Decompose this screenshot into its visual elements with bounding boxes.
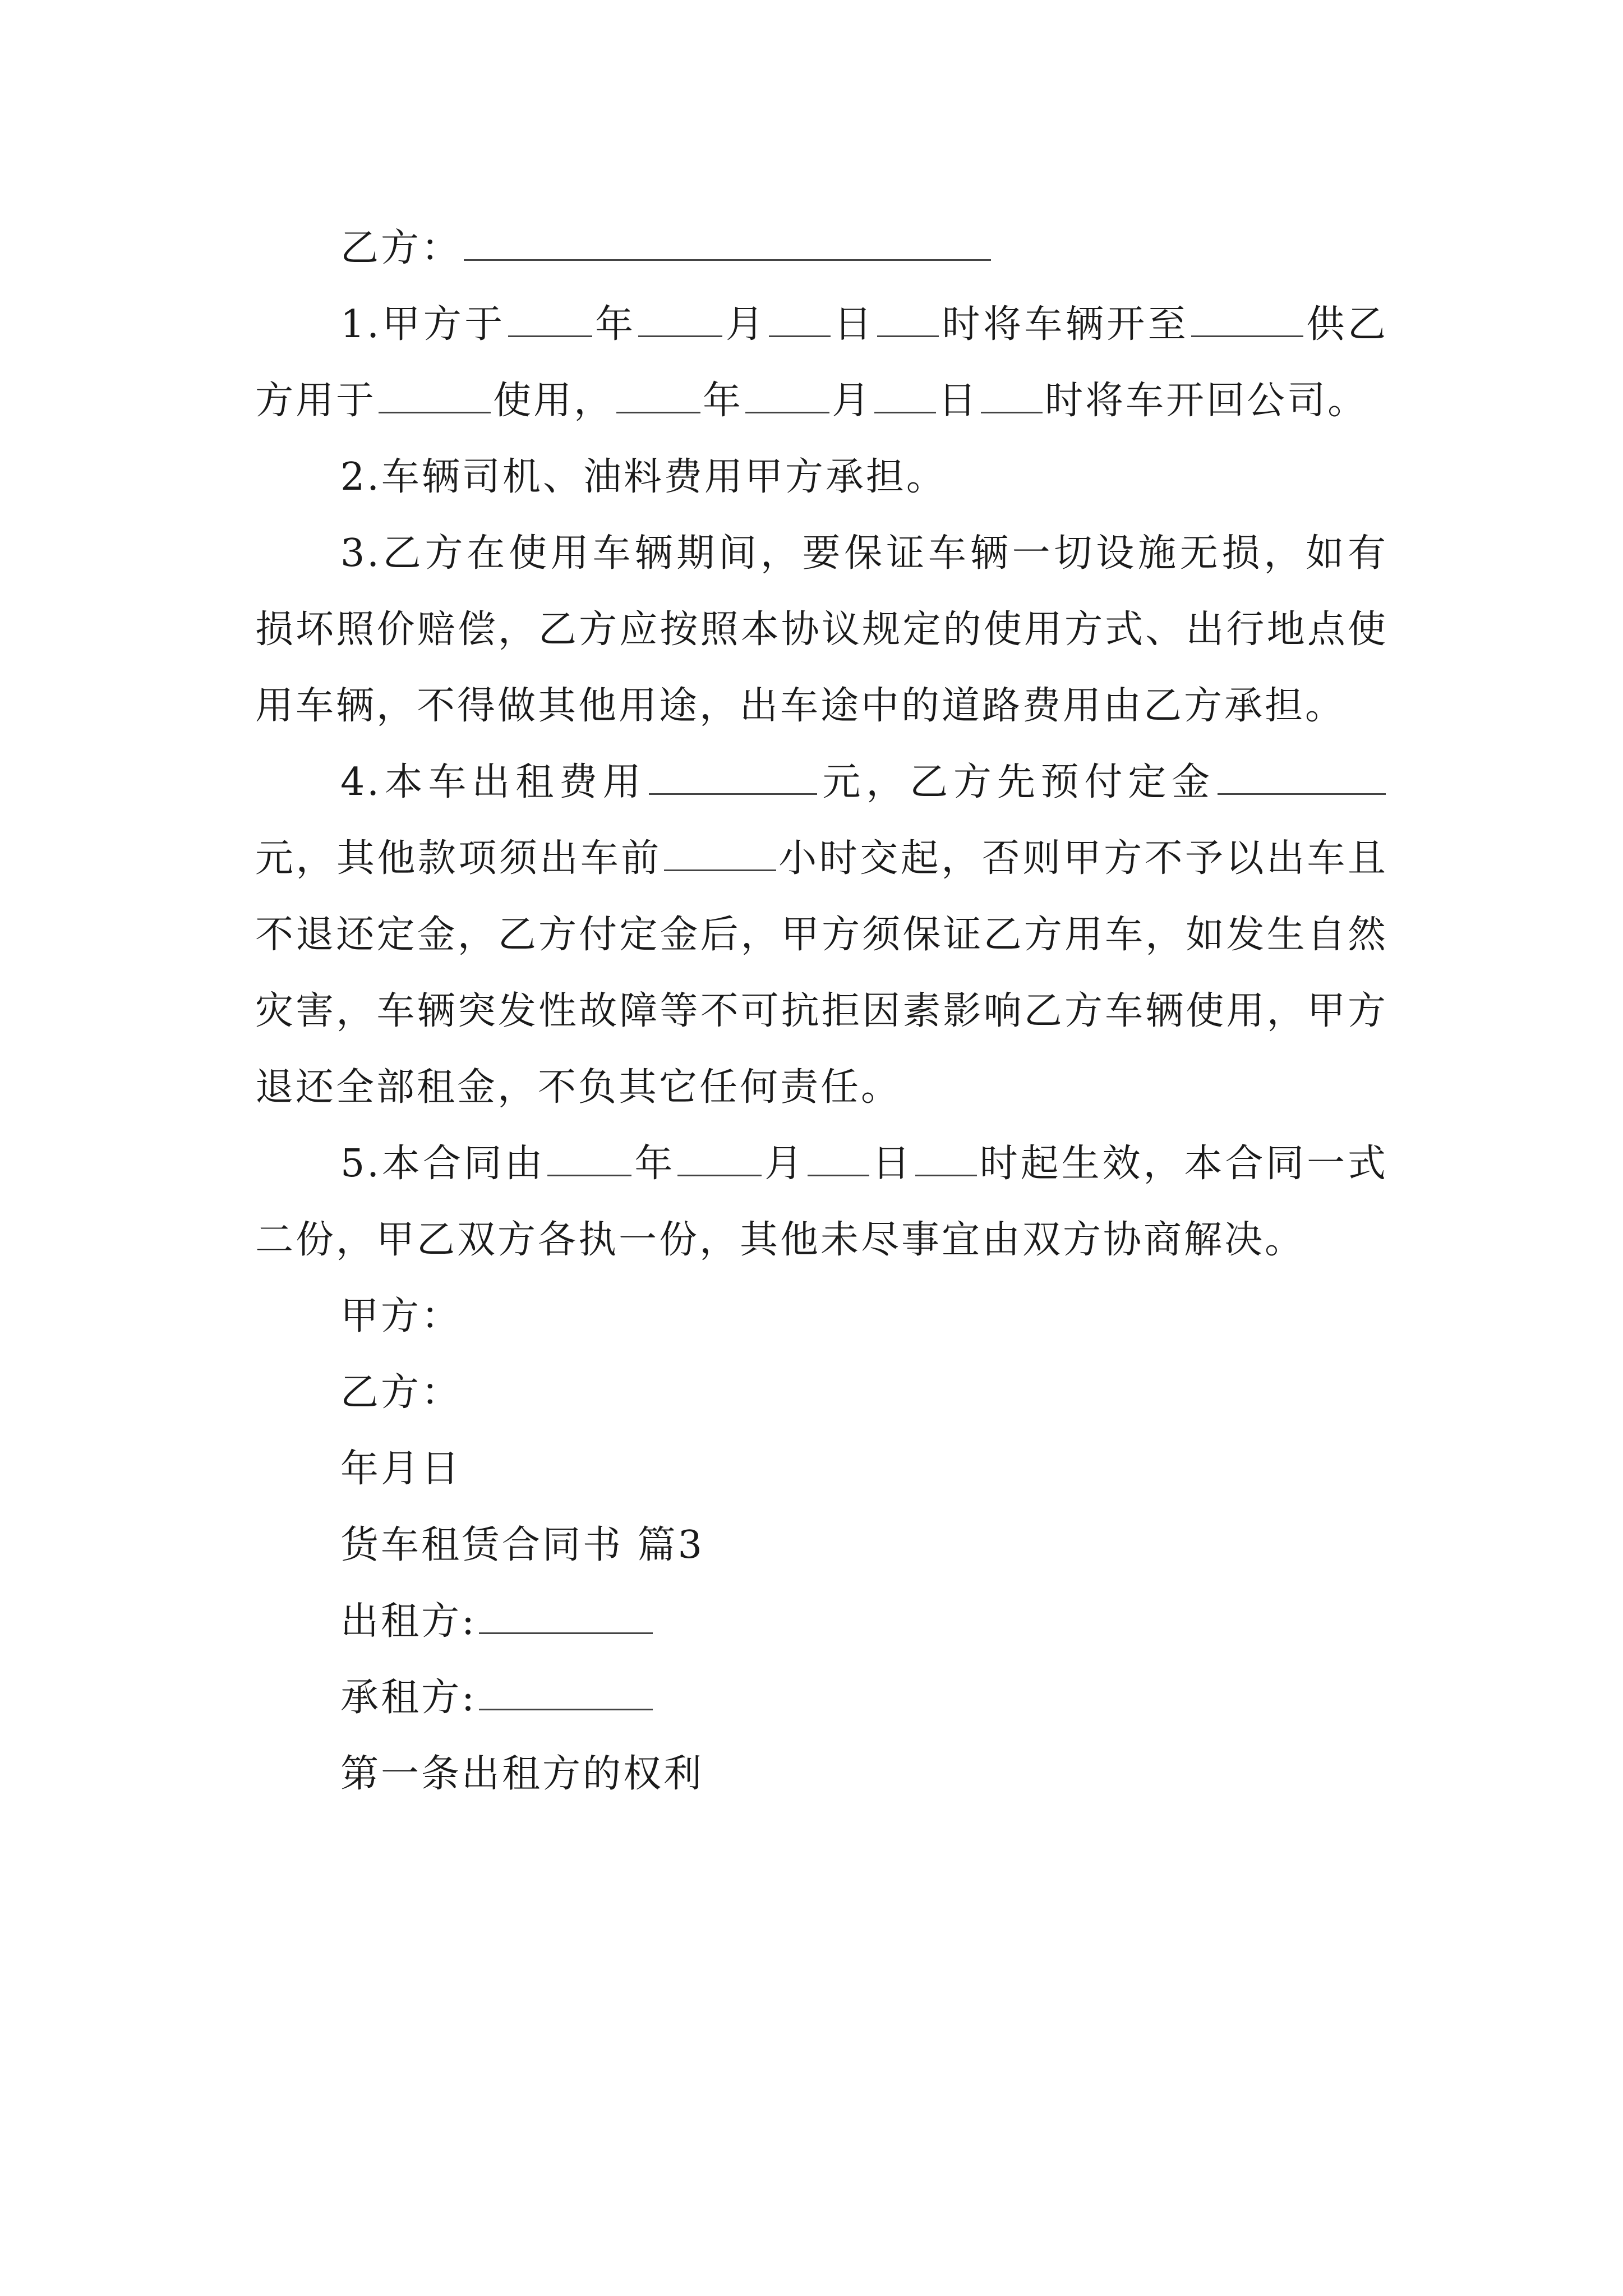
clause-5	[255, 1126, 1388, 1278]
blank-hours	[664, 837, 776, 871]
party-b-blank	[464, 227, 991, 261]
clause-1-day: 日	[938, 379, 979, 423]
clause-1-month: 月	[832, 379, 873, 423]
blank-hour	[877, 303, 939, 337]
lessor-blank	[479, 1600, 653, 1634]
party-b-header-line	[255, 210, 1388, 287]
blank-rent-fee	[649, 761, 817, 795]
clause-1-month: 月	[725, 302, 767, 347]
clause-5-day: 日	[872, 1142, 913, 1186]
blank-location	[1191, 303, 1303, 337]
clause-5-text: 5.本合同由	[340, 1142, 546, 1186]
blank-year	[616, 379, 700, 413]
clause-5-year: 年	[634, 1142, 676, 1186]
blank-purpose	[379, 379, 491, 413]
blank-month	[677, 1142, 762, 1176]
clause-3: 3.乙方在使用车辆期间，要保证车辆一切设施无损，如有损坏照价赔偿，乙方应按照本协议规定的使用方式、出行地点使用车辆，不得做其他用途，出车途中的道路费用由乙方承担。	[255, 531, 1388, 728]
blank-day	[808, 1142, 869, 1176]
clause-2: 2.车辆司机、油料费用甲方承担。	[340, 455, 947, 499]
clause-4-text: 4.本车出租费用	[340, 760, 647, 804]
clause-1-day: 日	[833, 302, 875, 347]
blank-year	[547, 1142, 631, 1176]
clause-1-text: 1.甲方于	[340, 302, 506, 347]
signature-party-b: 乙方：	[340, 1370, 462, 1415]
blank-hour	[981, 379, 1043, 413]
clause-1-text: 时将车开回公司。	[1045, 379, 1368, 423]
blank-year	[508, 303, 592, 337]
party-b-header-label: 乙方：	[340, 226, 462, 270]
clause-1-text: 供乙方用于	[255, 302, 1388, 423]
clause-4	[255, 744, 1388, 1126]
blank-hour	[915, 1142, 977, 1176]
lessee-blank	[479, 1676, 653, 1710]
blank-deposit	[1218, 761, 1386, 795]
clause-5-month: 月	[764, 1142, 806, 1186]
blank-day	[769, 303, 831, 337]
clause-1-year: 年	[703, 379, 744, 423]
clause-1-year: 年	[594, 302, 637, 347]
article-1-heading: 第一条出租方的权利	[340, 1752, 704, 1796]
lessee-label: 承租方:	[340, 1676, 477, 1720]
signature-party-a: 甲方：	[340, 1294, 462, 1338]
signature-date: 年月日	[340, 1447, 462, 1491]
clause-4-text: 元，乙方先预付定金	[819, 760, 1215, 804]
lessor-line	[255, 1584, 1388, 1660]
document-body	[255, 210, 1388, 1812]
blank-month	[745, 379, 829, 413]
clause-4-text: 元，其他款项须出车前	[255, 836, 662, 881]
clause-1-text: 使用，	[493, 379, 615, 423]
clause-1-text: 时将车辆开至	[941, 302, 1189, 347]
clause-1	[255, 287, 1388, 439]
section-title: 货车租赁合同书 篇3	[340, 1523, 704, 1567]
blank-day	[874, 379, 936, 413]
lessor-label: 出租方:	[340, 1599, 477, 1644]
lessee-line	[255, 1660, 1388, 1736]
blank-month	[638, 303, 722, 337]
clause-5-text: 时起生效，本合同一式二份，甲乙双方各执一份，其他未尽事宜由双方协商解决。	[255, 1142, 1388, 1262]
clause-4-text: 小时交起，否则甲方不予以出车且不退还定金，乙方付定金后，甲方须保证乙方用车，如发生自然灾害，车辆突发性故障等不可抗拒因素影响乙方车辆使用，甲方退还全部租金，不负其它任何责任。	[255, 836, 1388, 1110]
